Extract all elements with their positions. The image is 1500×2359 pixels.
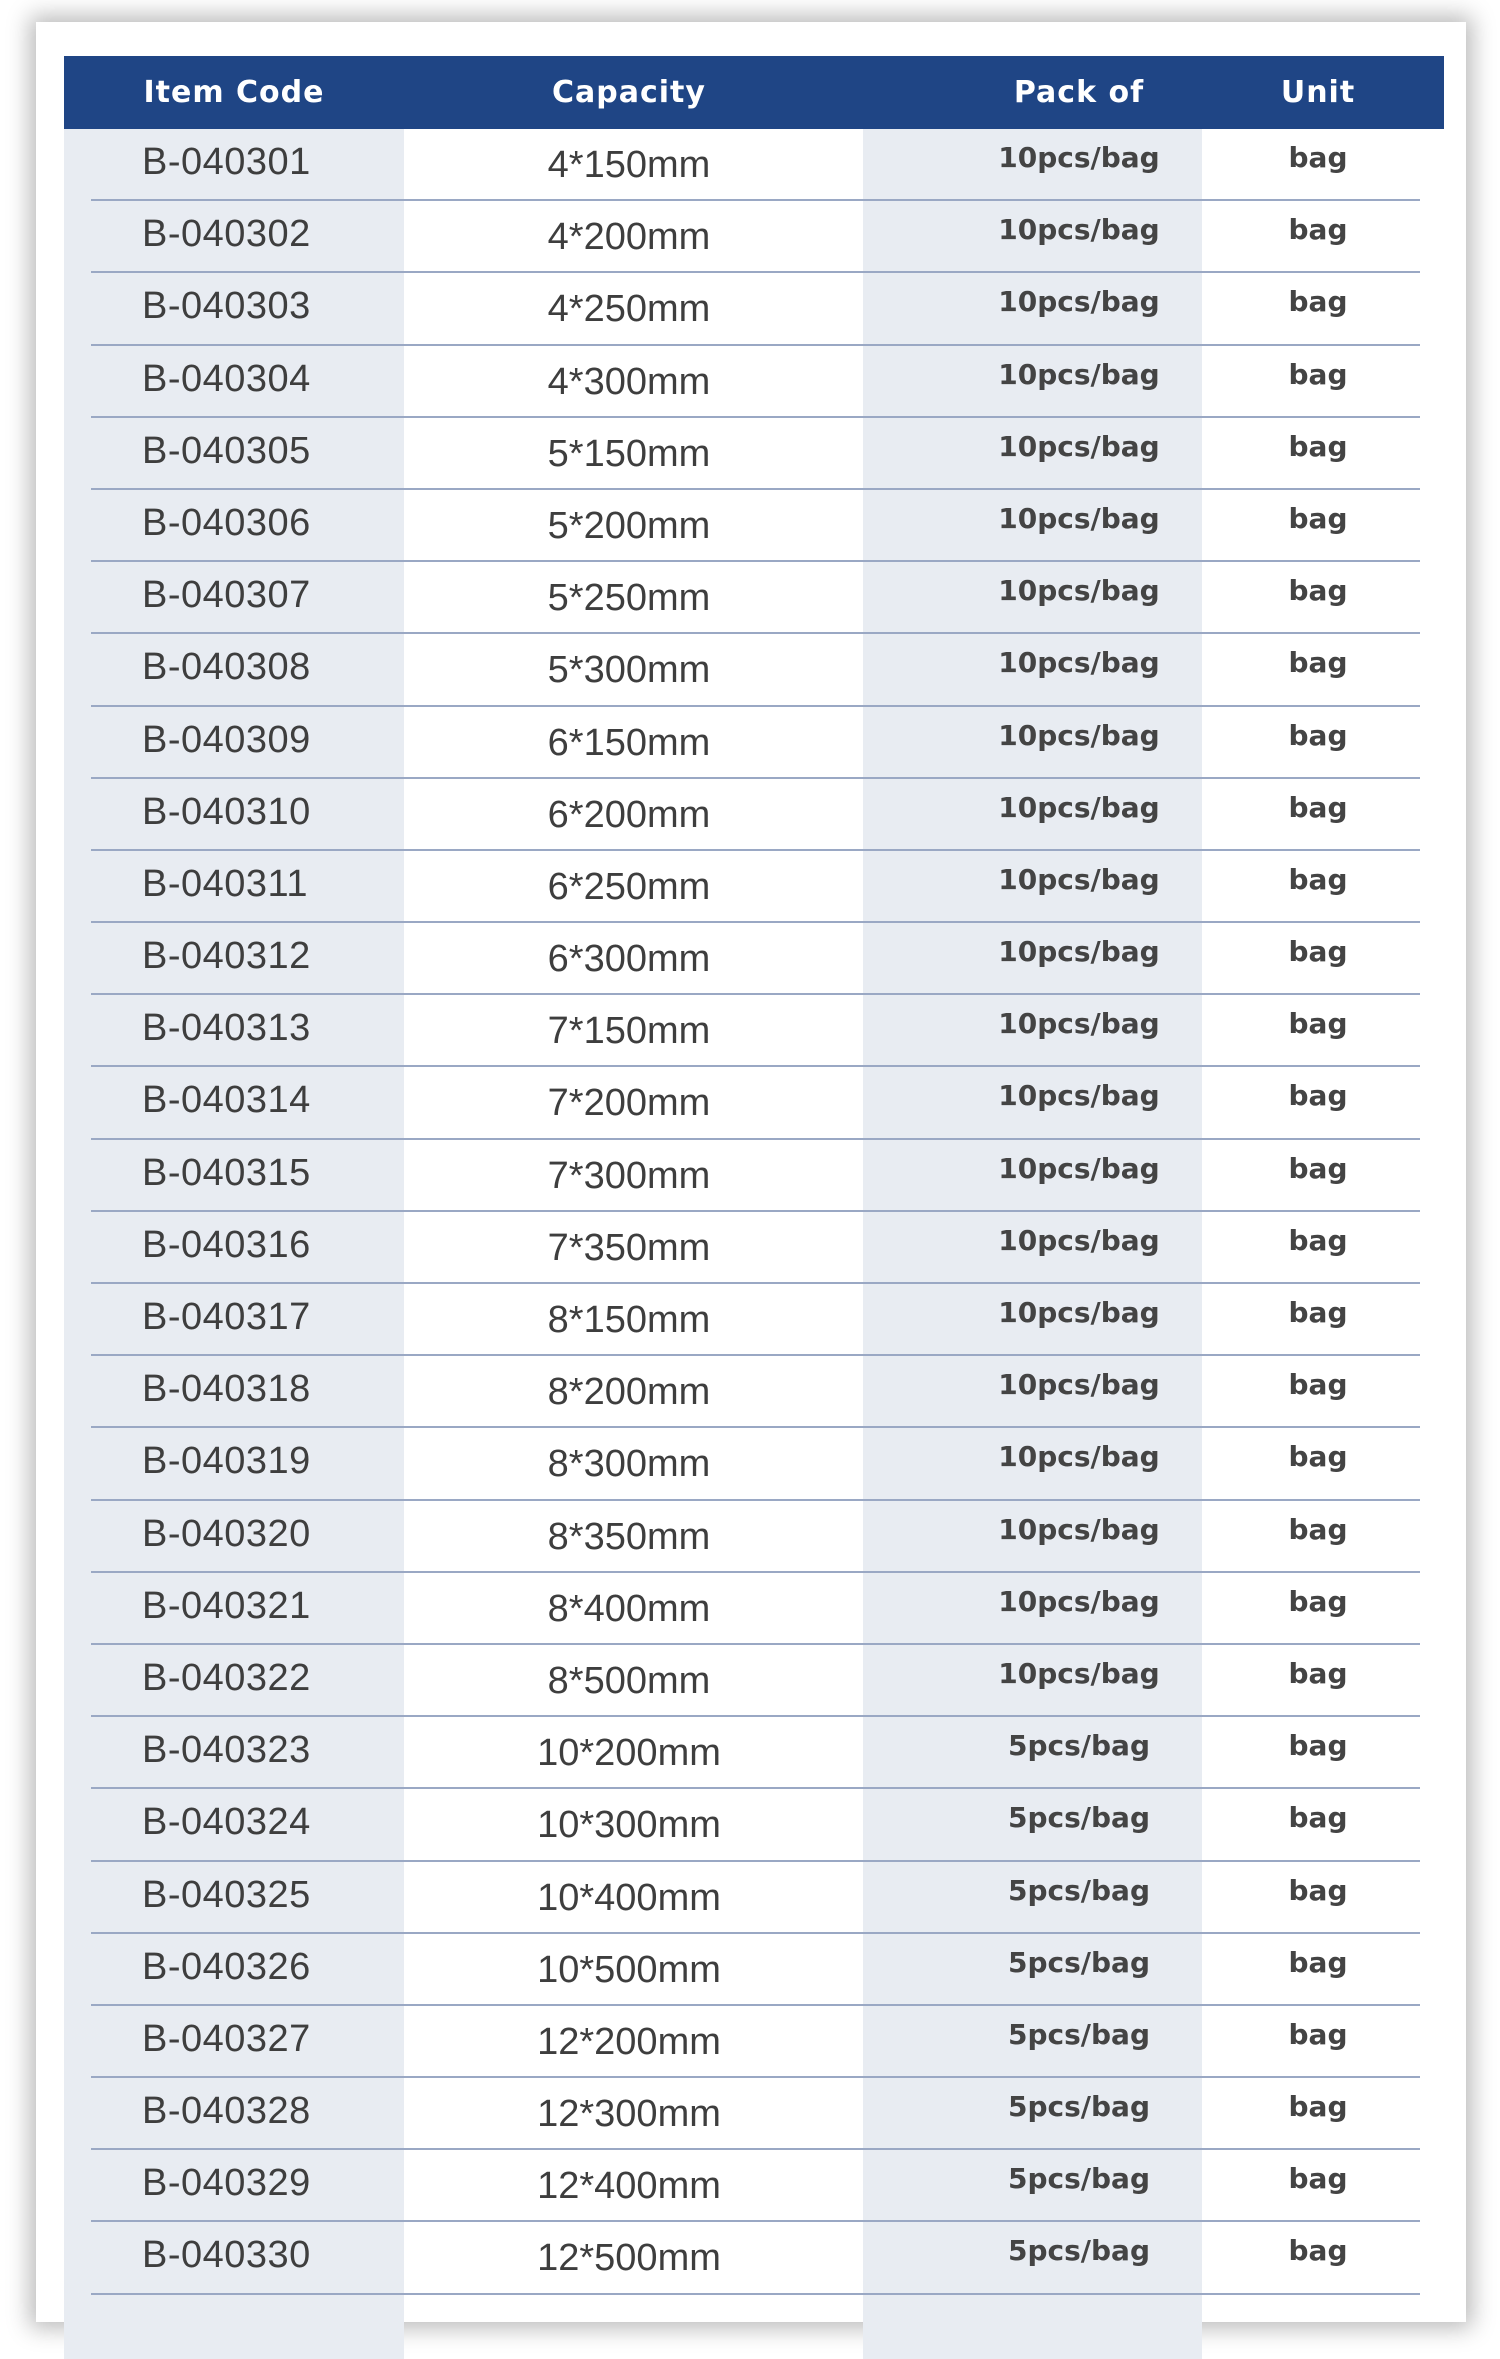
unit-cell: bag	[1288, 1440, 1348, 1474]
item-code-cell: B-040309	[142, 718, 311, 761]
table-row	[64, 1934, 1444, 2006]
header-item-code: Item Code	[143, 75, 325, 110]
table-row	[64, 2078, 1444, 2150]
capacity-cell: 12*500mm	[537, 2237, 721, 2280]
capacity-cell: 6*150mm	[547, 721, 711, 764]
capacity-cell: 10*500mm	[537, 1948, 721, 1991]
unit-cell: bag	[1288, 1296, 1348, 1329]
pack-of-cell: 10pcs/bag	[998, 862, 1160, 896]
unit-cell: bag	[1288, 213, 1348, 247]
capacity-cell: 12*200mm	[537, 2020, 721, 2063]
pack-of-cell: 5pcs/bag	[1008, 2162, 1150, 2196]
pack-of-cell: 10pcs/bag	[998, 141, 1160, 174]
unit-cell: bag	[1288, 1079, 1348, 1113]
item-code-cell: B-040307	[142, 574, 311, 617]
capacity-cell: 10*200mm	[537, 1732, 721, 1775]
capacity-cell: 8*500mm	[547, 1659, 711, 1702]
table-row	[64, 1573, 1444, 1645]
unit-cell: bag	[1288, 429, 1348, 463]
pack-of-cell: 10pcs/bag	[998, 574, 1160, 608]
capacity-cell: 7*300mm	[547, 1154, 711, 1197]
table-row	[64, 490, 1444, 562]
item-code-cell: B-040330	[142, 2234, 311, 2277]
capacity-cell: 10*400mm	[537, 1876, 721, 1919]
capacity-cell: 5*150mm	[547, 432, 711, 475]
pack-of-cell: 10pcs/bag	[998, 718, 1160, 752]
item-code-cell: B-040321	[142, 1584, 311, 1627]
table-row	[64, 562, 1444, 634]
unit-cell: bag	[1288, 1729, 1348, 1763]
item-code-cell: B-040319	[142, 1440, 311, 1483]
table-row	[64, 1284, 1444, 1356]
table-row	[64, 201, 1444, 273]
capacity-cell: 12*400mm	[537, 2165, 721, 2208]
capacity-cell: 7*150mm	[547, 1010, 711, 1053]
unit-cell: bag	[1288, 141, 1348, 174]
table-row	[64, 1717, 1444, 1789]
table-row	[64, 273, 1444, 345]
unit-cell: bag	[1288, 1801, 1348, 1835]
capacity-cell: 6*200mm	[547, 793, 711, 836]
capacity-cell: 7*200mm	[547, 1082, 711, 1125]
unit-cell: bag	[1288, 501, 1348, 535]
capacity-cell: 8*300mm	[547, 1443, 711, 1486]
table-row	[64, 779, 1444, 851]
pack-of-cell: 5pcs/bag	[1008, 1945, 1150, 1979]
unit-cell: bag	[1288, 1656, 1348, 1690]
table-row	[64, 2150, 1444, 2222]
table-row	[64, 851, 1444, 923]
table-row	[64, 1645, 1444, 1717]
capacity-cell: 8*350mm	[547, 1515, 711, 1558]
unit-cell: bag	[1288, 2017, 1348, 2051]
pack-of-cell: 10pcs/bag	[998, 429, 1160, 463]
header-unit: Unit	[1280, 75, 1356, 110]
pack-of-cell: 10pcs/bag	[998, 935, 1160, 969]
table-row	[64, 1789, 1444, 1861]
item-code-cell: B-040322	[142, 1656, 311, 1699]
pack-of-cell: 10pcs/bag	[998, 790, 1160, 824]
table-body	[64, 129, 1444, 2295]
table-header	[64, 56, 1444, 129]
table-row	[64, 2006, 1444, 2078]
pack-of-cell: 10pcs/bag	[998, 213, 1160, 247]
pack-of-cell: 5pcs/bag	[1008, 1873, 1150, 1907]
product-table	[64, 56, 1444, 2280]
capacity-cell: 4*200mm	[547, 216, 711, 259]
unit-cell: bag	[1288, 1223, 1348, 1257]
capacity-cell: 4*150mm	[547, 144, 711, 186]
pack-of-cell: 10pcs/bag	[998, 646, 1160, 680]
item-code-cell: B-040304	[142, 357, 311, 400]
capacity-cell: 8*150mm	[547, 1299, 711, 1341]
table-row	[64, 1356, 1444, 1428]
table-row	[64, 418, 1444, 490]
table-row	[64, 1428, 1444, 1500]
table-row	[64, 1501, 1444, 1573]
pack-of-cell: 10pcs/bag	[998, 1151, 1160, 1185]
item-code-cell: B-040316	[142, 1223, 311, 1266]
capacity-cell: 6*300mm	[547, 938, 711, 981]
item-code-cell: B-040325	[142, 1873, 311, 1916]
table-row	[64, 1212, 1444, 1284]
item-code-cell: B-040326	[142, 1945, 311, 1988]
pack-of-cell: 10pcs/bag	[998, 1296, 1160, 1329]
table-row	[64, 2222, 1444, 2294]
capacity-cell: 5*250mm	[547, 577, 711, 620]
pack-of-cell: 10pcs/bag	[998, 357, 1160, 391]
item-code-cell: B-040318	[142, 1368, 311, 1411]
unit-cell: bag	[1288, 574, 1348, 608]
capacity-cell: 8*200mm	[547, 1371, 711, 1414]
pack-of-cell: 10pcs/bag	[998, 1223, 1160, 1257]
capacity-cell: 10*300mm	[537, 1804, 721, 1847]
table-row	[64, 1067, 1444, 1139]
capacity-cell: 12*300mm	[537, 2093, 721, 2136]
pack-of-cell: 10pcs/bag	[998, 1007, 1160, 1041]
unit-cell: bag	[1288, 1151, 1348, 1185]
item-code-cell: B-040320	[142, 1512, 311, 1555]
unit-cell: bag	[1288, 1945, 1348, 1979]
item-code-cell: B-040327	[142, 2017, 311, 2060]
item-code-cell: B-040323	[142, 1729, 311, 1772]
item-code-cell: B-040314	[142, 1079, 311, 1122]
unit-cell: bag	[1288, 2162, 1348, 2196]
pack-of-cell: 10pcs/bag	[998, 1584, 1160, 1618]
unit-cell: bag	[1288, 357, 1348, 391]
capacity-cell: 4*250mm	[547, 288, 711, 331]
pack-of-cell: 10pcs/bag	[998, 501, 1160, 535]
table-row	[64, 923, 1444, 995]
item-code-cell: B-040301	[142, 141, 311, 183]
pack-of-cell: 10pcs/bag	[998, 1656, 1160, 1690]
unit-cell: bag	[1288, 2234, 1348, 2268]
pack-of-cell: 10pcs/bag	[998, 1512, 1160, 1546]
item-code-cell: B-040312	[142, 935, 311, 978]
unit-cell: bag	[1288, 1873, 1348, 1907]
item-code-cell: B-040306	[142, 501, 311, 544]
pack-of-cell: 5pcs/bag	[1008, 1729, 1150, 1763]
capacity-cell: 4*300mm	[547, 360, 711, 403]
item-code-cell: B-040317	[142, 1296, 311, 1338]
table-row	[64, 1140, 1444, 1212]
capacity-cell: 5*200mm	[547, 504, 711, 547]
pack-of-cell: 10pcs/bag	[998, 1440, 1160, 1474]
table-row	[64, 1862, 1444, 1934]
item-code-cell: B-040305	[142, 429, 311, 472]
pack-of-cell: 5pcs/bag	[1008, 2017, 1150, 2051]
unit-cell: bag	[1288, 862, 1348, 896]
pack-of-cell: 5pcs/bag	[1008, 2234, 1150, 2268]
table-row	[64, 995, 1444, 1067]
item-code-cell: B-040329	[142, 2162, 311, 2205]
table-row	[64, 634, 1444, 706]
unit-cell: bag	[1288, 1584, 1348, 1618]
capacity-cell: 6*250mm	[547, 865, 711, 908]
item-code-cell: B-040328	[142, 2090, 311, 2133]
item-code-cell: B-040308	[142, 646, 311, 689]
unit-cell: bag	[1288, 285, 1348, 319]
capacity-cell: 5*300mm	[547, 649, 711, 692]
item-code-cell: B-040302	[142, 213, 311, 256]
item-code-cell: B-040324	[142, 1801, 311, 1844]
item-code-cell: B-040315	[142, 1151, 311, 1194]
pack-of-cell: 10pcs/bag	[998, 285, 1160, 319]
item-code-cell: B-040311	[142, 862, 308, 905]
item-code-cell: B-040310	[142, 790, 311, 833]
unit-cell: bag	[1288, 646, 1348, 680]
unit-cell: bag	[1288, 718, 1348, 752]
unit-cell: bag	[1288, 935, 1348, 969]
header-pack-of: Pack of	[1013, 75, 1145, 110]
item-code-cell: B-040303	[142, 285, 311, 328]
pack-of-cell: 5pcs/bag	[1008, 1801, 1150, 1835]
unit-cell: bag	[1288, 1007, 1348, 1041]
unit-cell: bag	[1288, 1368, 1348, 1402]
table-row	[64, 707, 1444, 779]
capacity-cell: 8*400mm	[547, 1587, 711, 1630]
unit-cell: bag	[1288, 2090, 1348, 2124]
unit-cell: bag	[1288, 790, 1348, 824]
header-capacity: Capacity	[552, 75, 706, 110]
item-code-cell: B-040313	[142, 1007, 311, 1050]
pack-of-cell: 10pcs/bag	[998, 1368, 1160, 1402]
table-row	[64, 129, 1444, 201]
unit-cell: bag	[1288, 1512, 1348, 1546]
pack-of-cell: 10pcs/bag	[998, 1079, 1160, 1113]
table-row	[64, 346, 1444, 418]
capacity-cell: 7*350mm	[547, 1226, 711, 1269]
pack-of-cell: 5pcs/bag	[1008, 2090, 1150, 2124]
